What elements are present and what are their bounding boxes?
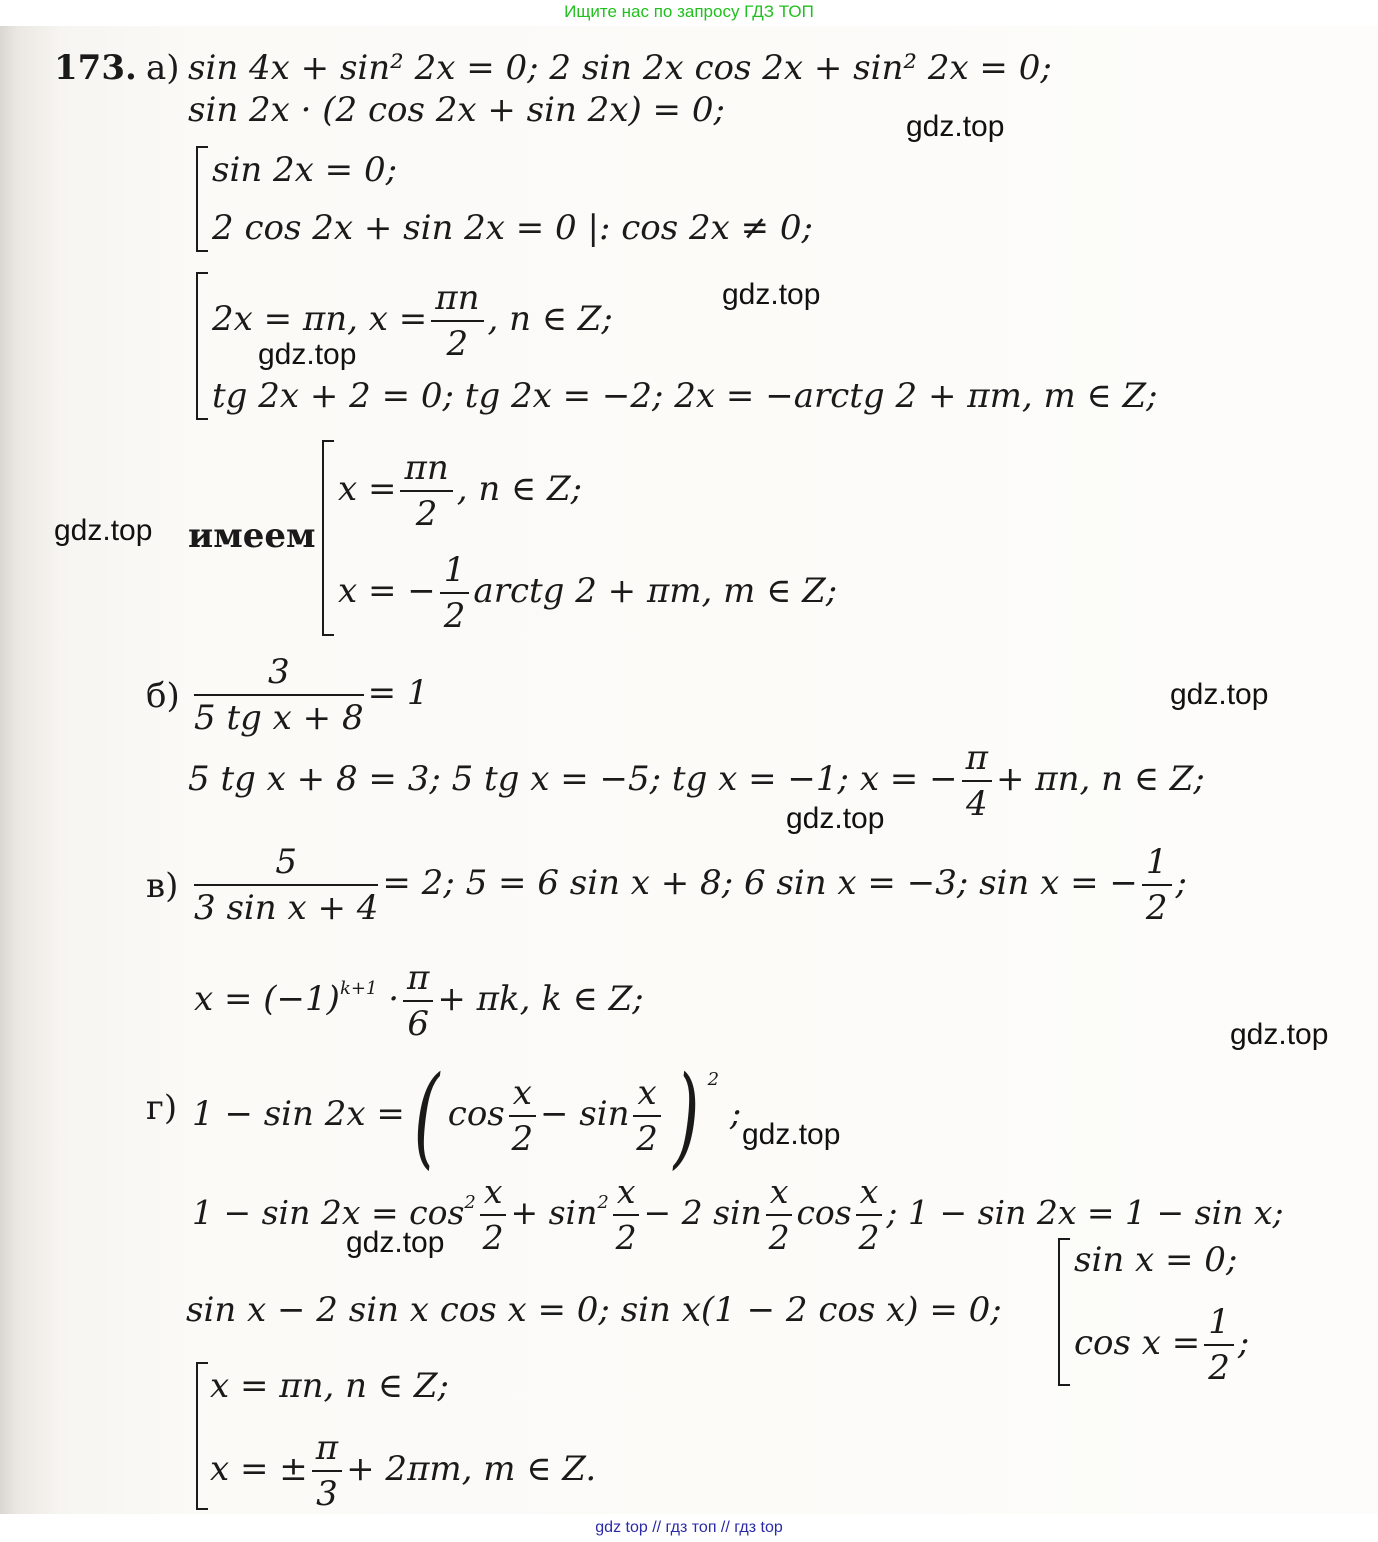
fraction xyxy=(633,1071,660,1161)
watermark: gdz.top xyxy=(54,514,153,547)
denominator: 6 xyxy=(407,1004,430,1044)
left-paren: ( xyxy=(413,1052,440,1180)
equation-text: ; xyxy=(729,1094,742,1134)
numerator: 1 xyxy=(440,548,470,594)
fraction xyxy=(194,840,378,930)
system-bracket xyxy=(1058,1238,1070,1386)
numerator: x xyxy=(766,1170,793,1216)
equation-text: x = ± xyxy=(210,1449,308,1489)
exponent: k+1 xyxy=(339,978,378,999)
equation-text: cos x = xyxy=(1074,1323,1201,1363)
equation-text: x = (−1) xyxy=(194,979,340,1019)
numerator: π xyxy=(312,1426,342,1472)
denominator: 3 xyxy=(316,1474,338,1514)
watermark: gdz.top xyxy=(346,1226,445,1259)
watermark: gdz.top xyxy=(906,110,1005,143)
denominator: 2 xyxy=(1208,1348,1230,1388)
fraction xyxy=(403,956,433,1046)
equation-text: x = xyxy=(338,469,397,509)
equation-text: · xyxy=(388,979,400,1019)
part-a-label: а) xyxy=(146,48,180,88)
result-eq2 xyxy=(338,548,837,638)
equation-text: − 2 sin xyxy=(643,1193,762,1232)
watermark: gdz.top xyxy=(786,802,885,835)
part-v-label: в) xyxy=(146,866,179,906)
equation-text: 1 − sin 2x = cos xyxy=(192,1193,465,1232)
numerator: π xyxy=(403,956,433,1002)
part-g-sys-eq2 xyxy=(1074,1300,1249,1390)
system-bracket xyxy=(196,146,208,252)
denominator: 2 xyxy=(511,1119,534,1159)
numerator: πn xyxy=(431,276,483,322)
watermark: gdz.top xyxy=(742,1118,841,1151)
equation-text: ; xyxy=(1175,863,1187,903)
denominator: 2 xyxy=(415,494,438,534)
equation-text: ; 1 − sin 2x = 1 − sin x; xyxy=(886,1193,1284,1232)
equation-text: arctg 2 + πm, m ∈ Z; xyxy=(473,571,838,611)
fraction xyxy=(312,1426,342,1516)
part-g-res1: x = πn, n ∈ Z; xyxy=(210,1366,449,1406)
numerator: 1 xyxy=(1142,840,1172,886)
numerator: 3 xyxy=(194,650,364,696)
system-bracket xyxy=(322,440,334,636)
denominator: 2 xyxy=(768,1218,790,1257)
part-g-line3: sin x − 2 sin x cos x = 0; sin x(1 − 2 cos x) = 0; xyxy=(186,1290,1002,1330)
system-bracket xyxy=(196,272,208,420)
denominator: 2 xyxy=(858,1218,880,1257)
equation-text: cos xyxy=(796,1193,852,1232)
exponent: 2 xyxy=(707,1069,720,1090)
equation-text: 5 tg x + 8 = 3; 5 tg x = −5; tg x = −1; x = − xyxy=(188,759,958,799)
equation-text: 1 − sin 2x = xyxy=(192,1094,405,1134)
denominator: 5 tg x + 8 xyxy=(194,698,364,738)
part-b-line2 xyxy=(188,736,1205,826)
have-word: имеем xyxy=(188,516,316,556)
header-banner[interactable]: Ищите нас по запросу ГДЗ ТОП xyxy=(564,2,814,21)
fraction xyxy=(480,1170,507,1260)
equation-text: + 2πm, m ∈ Z. xyxy=(346,1449,597,1489)
exponent: 2 xyxy=(597,1192,609,1213)
problem-number: 173. xyxy=(54,48,137,88)
numerator: π xyxy=(962,736,992,782)
part-b-label: б) xyxy=(146,676,180,716)
footer-links[interactable]: gdz top // гдз топ // гдз top xyxy=(595,1519,783,1536)
fraction xyxy=(431,276,483,366)
equation-text: = 2; 5 = 6 sin x + 8; 6 sin x = −3; sin x = − xyxy=(382,863,1138,903)
equation-text: + πn, n ∈ Z; xyxy=(995,759,1205,799)
fraction xyxy=(1204,1300,1234,1390)
right-paren: ) xyxy=(673,1052,699,1180)
part-v-equation xyxy=(190,840,1187,930)
system2-eq2: tg 2x + 2 = 0; tg 2x = −2; 2x = −arctg 2 + πm, m ∈ Z; xyxy=(212,376,1158,416)
fraction xyxy=(962,736,992,826)
watermark: gdz.top xyxy=(1230,1018,1329,1051)
watermark: gdz.top xyxy=(258,338,357,371)
fraction xyxy=(766,1170,793,1260)
exponent: 2 xyxy=(464,1192,476,1213)
part-g-line1 xyxy=(192,1052,742,1180)
numerator: x xyxy=(480,1170,507,1216)
numerator: x xyxy=(856,1170,883,1216)
part-b-equation xyxy=(190,650,429,740)
numerator: 5 xyxy=(194,840,378,886)
fraction xyxy=(509,1071,536,1161)
denominator: 2 xyxy=(443,596,466,636)
denominator: 3 sin x + 4 xyxy=(194,888,379,928)
equation-text: + πk, k ∈ Z; xyxy=(437,979,644,1019)
fraction xyxy=(440,548,470,638)
numerator: x xyxy=(509,1071,536,1117)
result-eq1 xyxy=(338,446,582,536)
fraction xyxy=(1142,840,1172,930)
fraction xyxy=(613,1170,640,1260)
part-v-line2 xyxy=(194,956,644,1046)
equation-text: 2x = πn, x = xyxy=(212,299,428,339)
equation-text: , n ∈ Z; xyxy=(487,299,613,339)
equation-text: x = − xyxy=(338,571,436,611)
fraction xyxy=(194,650,364,740)
part-g-sys-eq1: sin x = 0; xyxy=(1074,1240,1238,1280)
equation-text: ; xyxy=(1237,1323,1250,1363)
watermark: gdz.top xyxy=(722,278,821,311)
equation-text: − sin xyxy=(539,1094,630,1134)
numerator: 1 xyxy=(1204,1300,1234,1346)
denominator: 2 xyxy=(1145,888,1168,928)
part-g-label: г) xyxy=(146,1088,178,1128)
equation-text: + sin xyxy=(510,1193,598,1232)
denominator: 2 xyxy=(446,324,469,364)
system1-eq1: sin 2x = 0; xyxy=(212,150,398,190)
watermark: gdz.top xyxy=(1170,678,1269,711)
numerator: πn xyxy=(400,446,452,492)
numerator: x xyxy=(633,1071,660,1117)
fraction xyxy=(400,446,452,536)
equation-text: = 1 xyxy=(367,673,429,713)
equation-text: cos xyxy=(447,1094,505,1134)
system1-eq2: 2 cos 2x + sin 2x = 0 |: cos 2x ≠ 0; xyxy=(212,208,813,248)
part-g-res2 xyxy=(210,1426,596,1516)
denominator: 2 xyxy=(615,1218,637,1257)
equation-text: , n ∈ Z; xyxy=(456,469,583,509)
numerator: x xyxy=(613,1170,640,1216)
denominator: 2 xyxy=(636,1119,658,1159)
system-bracket xyxy=(196,1362,208,1510)
part-a-line1: sin 4x + sin² 2x = 0; 2 sin 2x cos 2x + sin² 2x = 0; xyxy=(188,48,1052,88)
part-a-line2: sin 2x · (2 cos 2x + sin 2x) = 0; xyxy=(188,90,725,130)
denominator: 2 xyxy=(482,1218,504,1257)
fraction xyxy=(856,1170,883,1260)
denominator: 4 xyxy=(965,784,988,824)
